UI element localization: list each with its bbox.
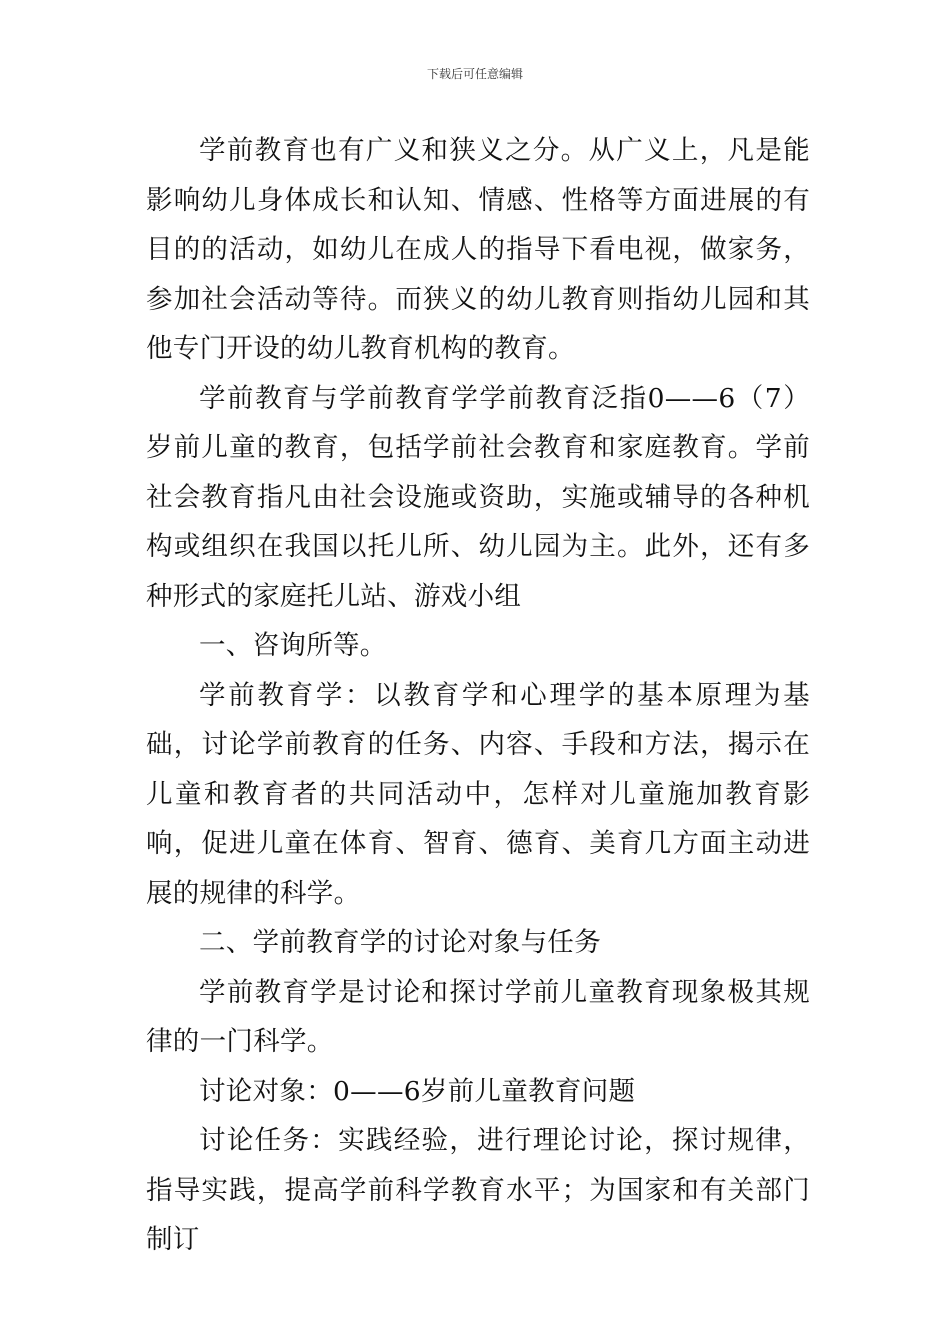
paragraph-research-task: 讨论任务：实践经验，进行理论讨论，探讨规律，指导实践，提高学前科学教育水平；为国家和有关部门制订 bbox=[146, 1125, 810, 1255]
paragraph-discipline-definition: 学前教育学是讨论和探讨学前儿童教育现象极其规律的一门科学。 bbox=[146, 976, 810, 1057]
paragraph-preschool-education-scope: 学前教育与学前教育学学前教育泛指0——6（7）岁前儿童的教育，包括学前社会教育和家庭教育。学前社会教育指凡由社会设施或资助，实施或辅导的各种机构或组织在我国以托儿所、幼儿园为主。此外，还有多种形式的家庭托儿站、游戏小组 bbox=[146, 382, 810, 612]
paragraph-research-object: 讨论对象：0——6岁前儿童教育问题 bbox=[199, 1075, 636, 1107]
section-heading-two: 二、学前教育学的讨论对象与任务 bbox=[199, 927, 601, 958]
paragraph-broad-narrow-definition: 学前教育也有广义和狭义之分。从广义上，凡是能影响幼儿身体成长和认知、情感、性格等方面进展的有目的的活动，如幼儿在成人的指导下看电视，做家务，参加社会活动等待。而狭义的幼儿教育则指幼儿园和其他专门开设的幼儿教育机构的教育。 bbox=[146, 135, 810, 364]
paragraph-section-one: 一、咨询所等。 bbox=[199, 630, 387, 661]
document-body bbox=[146, 126, 810, 1265]
paragraph-preschool-pedagogy-definition: 学前教育学：以教育学和心理学的基本原理为基础，讨论学前教育的任务、内容、手段和方法，揭示在儿童和教育者的共同活动中，怎样对儿童施加教育影响，促进儿童在体育、智育、德育、美育几方面主动进展的规律的科学。 bbox=[146, 679, 810, 909]
page-header: 下载后可任意编辑 bbox=[426, 67, 523, 81]
